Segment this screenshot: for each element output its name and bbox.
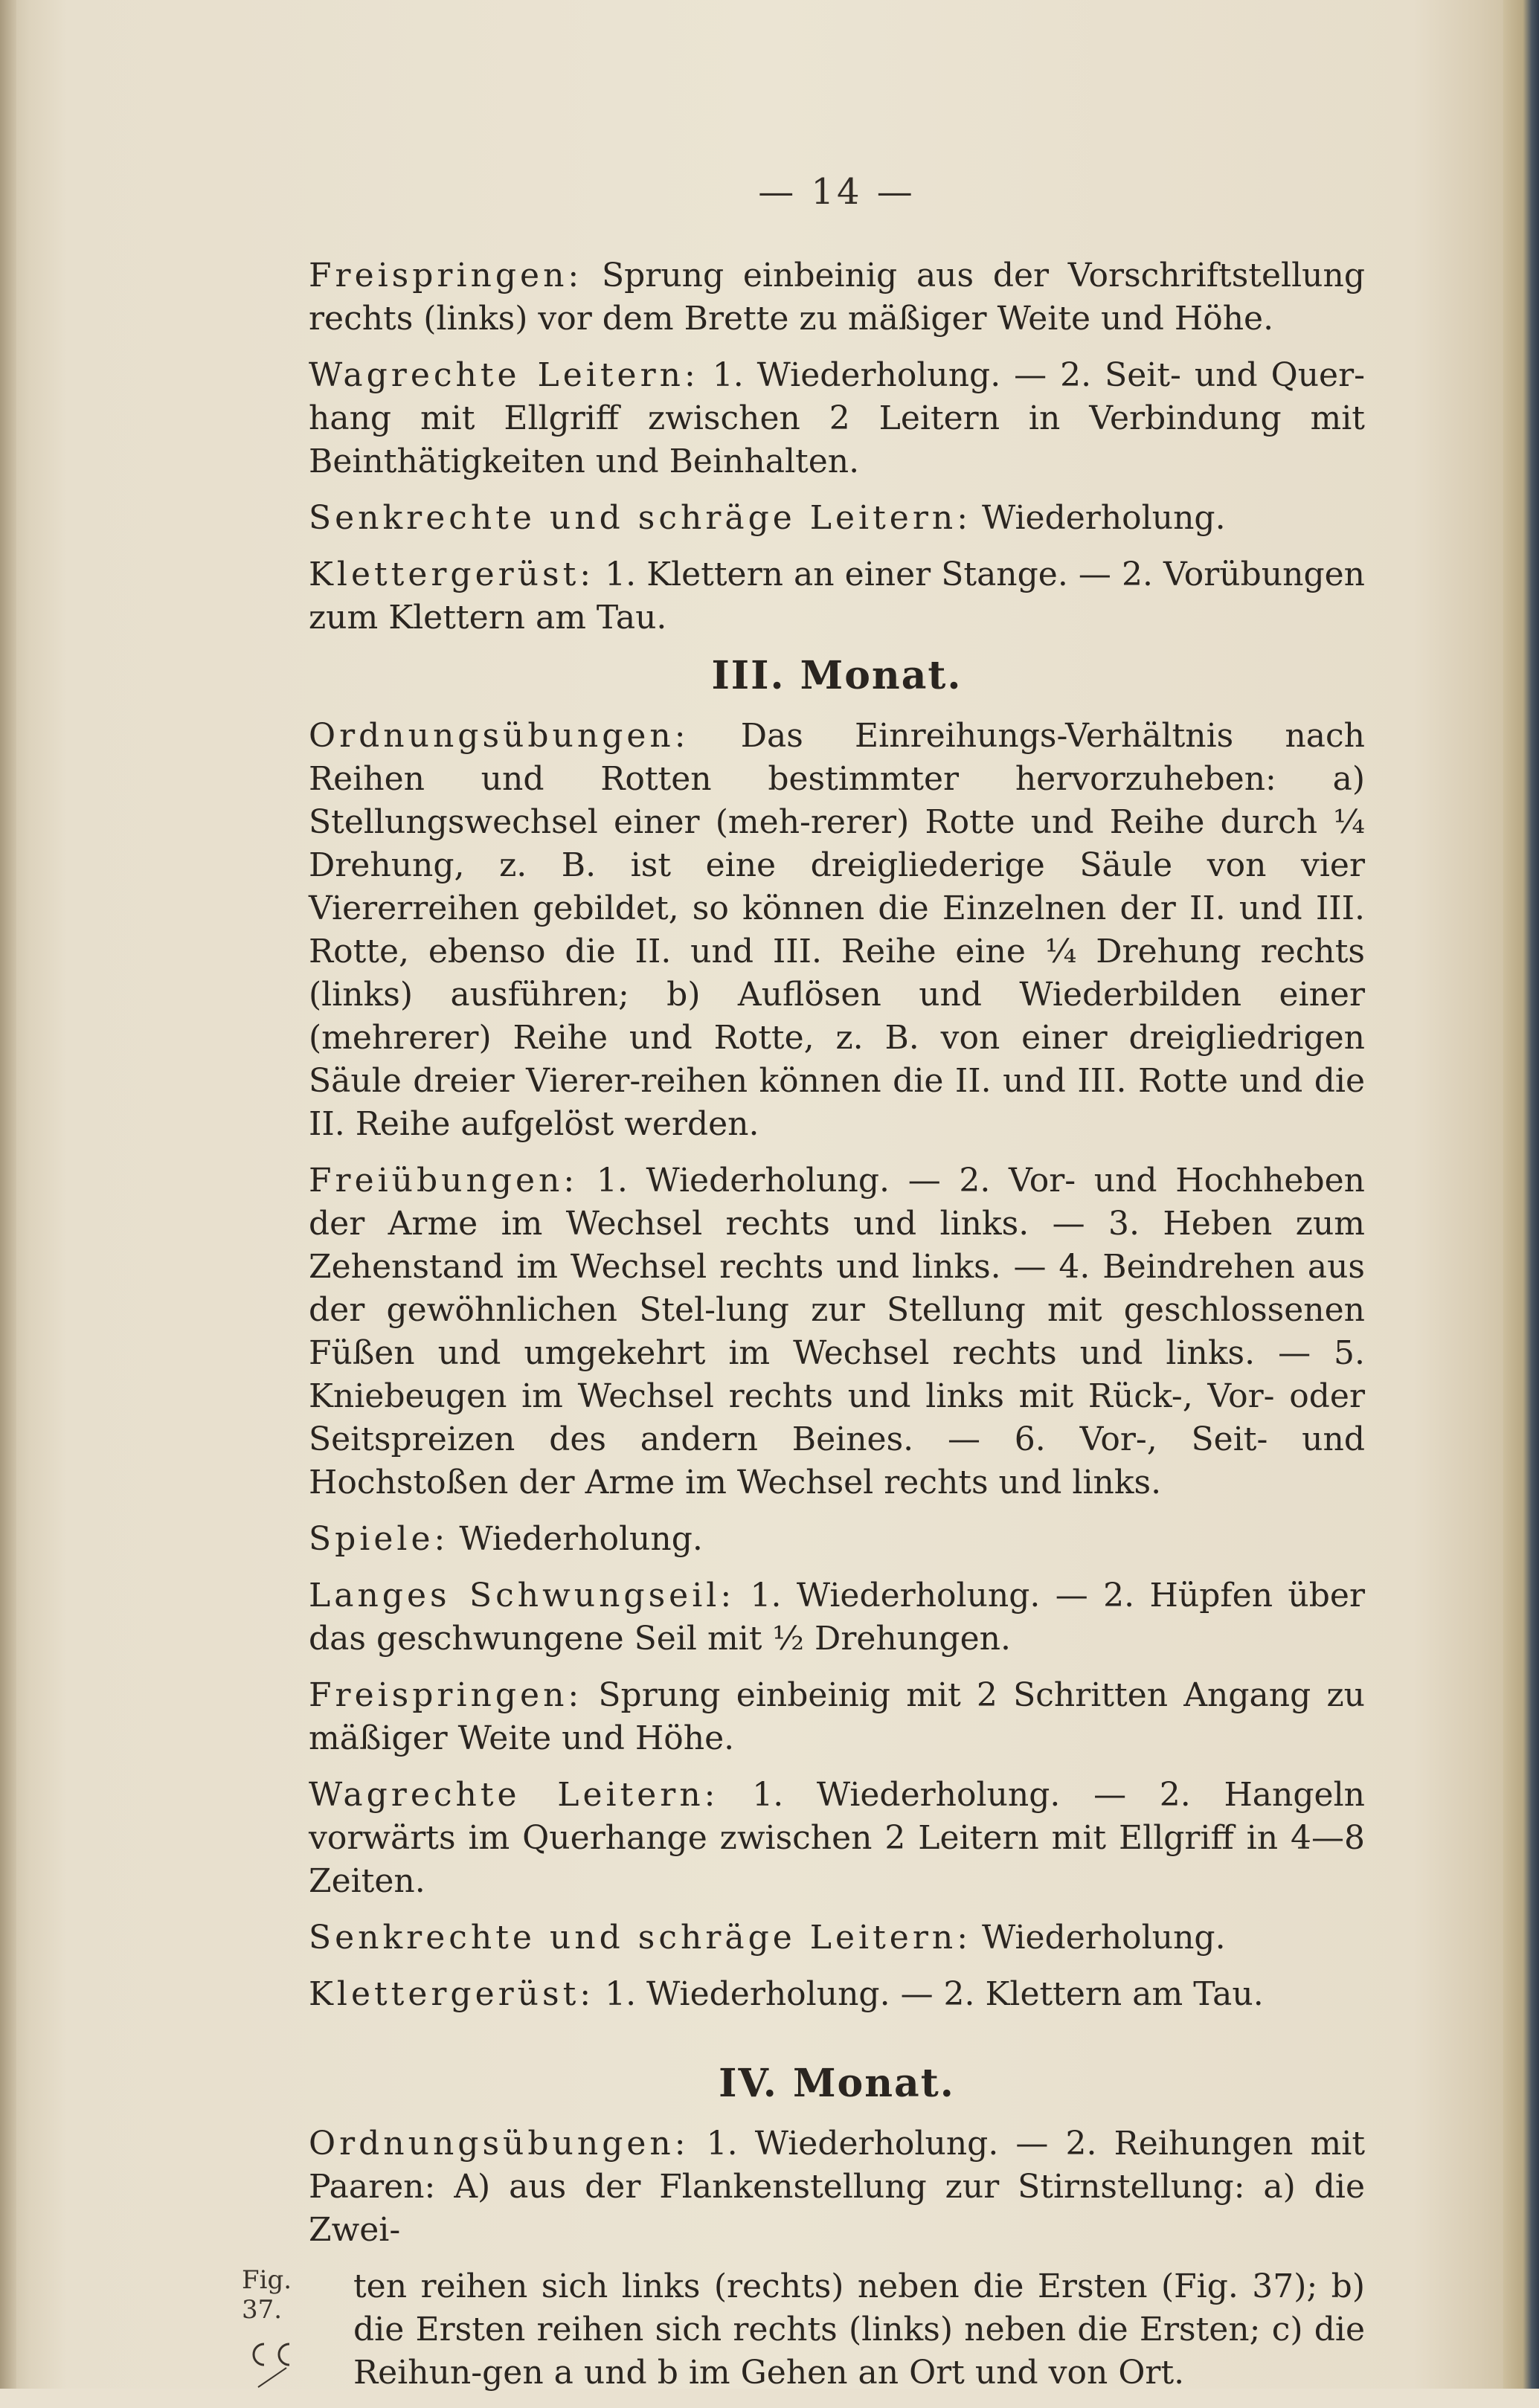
- paragraph: [309, 1774, 1365, 1903]
- paragraph-text: Wiederholung.: [971, 1919, 1226, 1957]
- paragraph-lead: Wagrechte Leitern:: [309, 356, 699, 394]
- page-number: — 14 —: [758, 171, 916, 213]
- figure: [242, 2265, 309, 2390]
- section-heading: IV. Monat.: [719, 2061, 955, 2106]
- paragraph-lead: Senkrechte und schräge Leitern:: [309, 1919, 972, 1957]
- paragraph-text: Wiederholung.: [449, 1520, 703, 1558]
- paragraph-text: Sprung einbeinig aus der Vorschriftstellung rechts (links) vor dem Brette zu mäßiger Weite und Höhe.: [309, 257, 1365, 338]
- paragraph-text: 1. Wiederholung. — 2. Seit- und Quer-hang mit Ellgriff zwischen 2 Leitern in Verbindung mit Beinthätigkeiten und Beinhalten.: [309, 356, 1365, 480]
- paragraph-text: 1. Klettern an einer Stange. — 2. Vorübungen zum Klettern am Tau.: [309, 556, 1365, 637]
- paragraph: [309, 715, 1365, 1146]
- page-content: [242, 171, 1365, 2408]
- book-cover-edge: [1503, 0, 1539, 2389]
- paragraph: [309, 1574, 1365, 1661]
- paragraph-text: 1. Wiederholung. — 2. Hangeln vorwärts im Querhange zwischen 2 Leitern mit Ellgriff in 4—8 Zeiten.: [309, 1776, 1365, 1900]
- paragraph: [309, 553, 1365, 640]
- paragraph-lead: Spiele:: [309, 1520, 449, 1558]
- paragraph-text: Sprung einbeinig mit 2 Schritten Angang zu mäßiger Weite und Höhe.: [309, 1676, 1365, 1757]
- paragraph-lead: Freispringen:: [309, 257, 583, 294]
- paragraph: [309, 1674, 1365, 1760]
- paragraph-lead: Klettergerüst:: [309, 1975, 595, 2013]
- paragraph: [309, 354, 1365, 483]
- book-binding-edge: [0, 0, 16, 2389]
- section-heading: III. Monat.: [711, 653, 963, 698]
- paragraph: [309, 1518, 1365, 1561]
- paragraph: [309, 254, 1365, 341]
- paragraph-text: 1. Wiederholung. — 2. Reihungen mit Paaren: A) aus der Flankenstellung zur Stirnstellung: a) die Zwei-: [309, 2125, 1365, 2249]
- paragraph-text: 1. Wiederholung. — 2. Vor- und Hochheben der Arme im Wechsel rechts und links. — 3. Heben zum Zehenstand im Wechsel rechts und links. — 4. Beindrehen aus der gewöhnlichen Stel-lung zur Stellung mit geschlossenen Füßen und umgekehrt im Wechsel rechts und links. — 5. Kniebeugen im Wechsel rechts und links mit Rück-, Vor- oder Seitspreizen des andern Beines. — 6. Vor-, Seit- und Hochstoßen der Arme im Wechsel rechts und links.: [309, 1162, 1365, 1501]
- paragraph-text: Wiederholung.: [971, 499, 1226, 537]
- paragraph: ten reihen sich links (rechts) neben die Ersten (Fig. 37); b) die Ersten reihen sich rechts (links) neben die Ersten; c) die Reihun-gen a und b im Gehen an Ort und von Ort.: [353, 2267, 1365, 2392]
- paragraph-text: Das Einreihungs-Verhältnis nach Reihen und Rotten bestimmter hervorzuheben: a) Stellungswechsel einer (meh-rerer) Rotte und Reihe durch ¼ Drehung, z. B. ist eine dreigliederige Säule von vier Viererreihen gebildet, so können die Einzelnen der II. und III. Rotte, ebenso die II. und III. Reihe eine ¼ Drehung rechts (links) ausführen; b) Auflösen und Wiederbilden einer (mehrerer) Reihe und Rotte, z. B. von einer dreigliedrigen Säule dreier Vierer-reihen können die II. und III. Rotte und die II. Reihe aufgelöst werden.: [309, 717, 1365, 1143]
- paragraph-text: 1. Wiederholung. — 2. Hüpfen über das geschwungene Seil mit ½ Drehungen.: [309, 1577, 1365, 1658]
- paragraph: [309, 497, 1365, 540]
- paragraph-text: 1. Wiederholung. — 2. Klettern am Tau.: [594, 1975, 1264, 2013]
- paragraph-lead: Klettergerüst:: [309, 556, 595, 593]
- paragraph-lead: Ordnungsübungen:: [309, 2125, 690, 2163]
- figure-row: [242, 2265, 1365, 2395]
- paragraph: [309, 2122, 1365, 2252]
- figure-label: Fig. 37.: [242, 2265, 292, 2325]
- paragraph: [309, 1159, 1365, 1504]
- paragraph-lead: Freiübungen:: [309, 1162, 579, 1200]
- paragraph: [309, 1973, 1365, 2016]
- pair-formation-icon: [242, 2329, 309, 2390]
- paragraph-lead: Langes Schwungseil:: [309, 1577, 736, 1615]
- paragraph-lead: Ordnungsübungen:: [309, 717, 690, 755]
- paragraph-lead: Freispringen:: [309, 1676, 583, 1714]
- paragraph: [309, 1916, 1365, 1960]
- paragraph-lead: Wagrechte Leitern:: [309, 1776, 719, 1814]
- paragraph-lead: Senkrechte und schräge Leitern:: [309, 499, 972, 537]
